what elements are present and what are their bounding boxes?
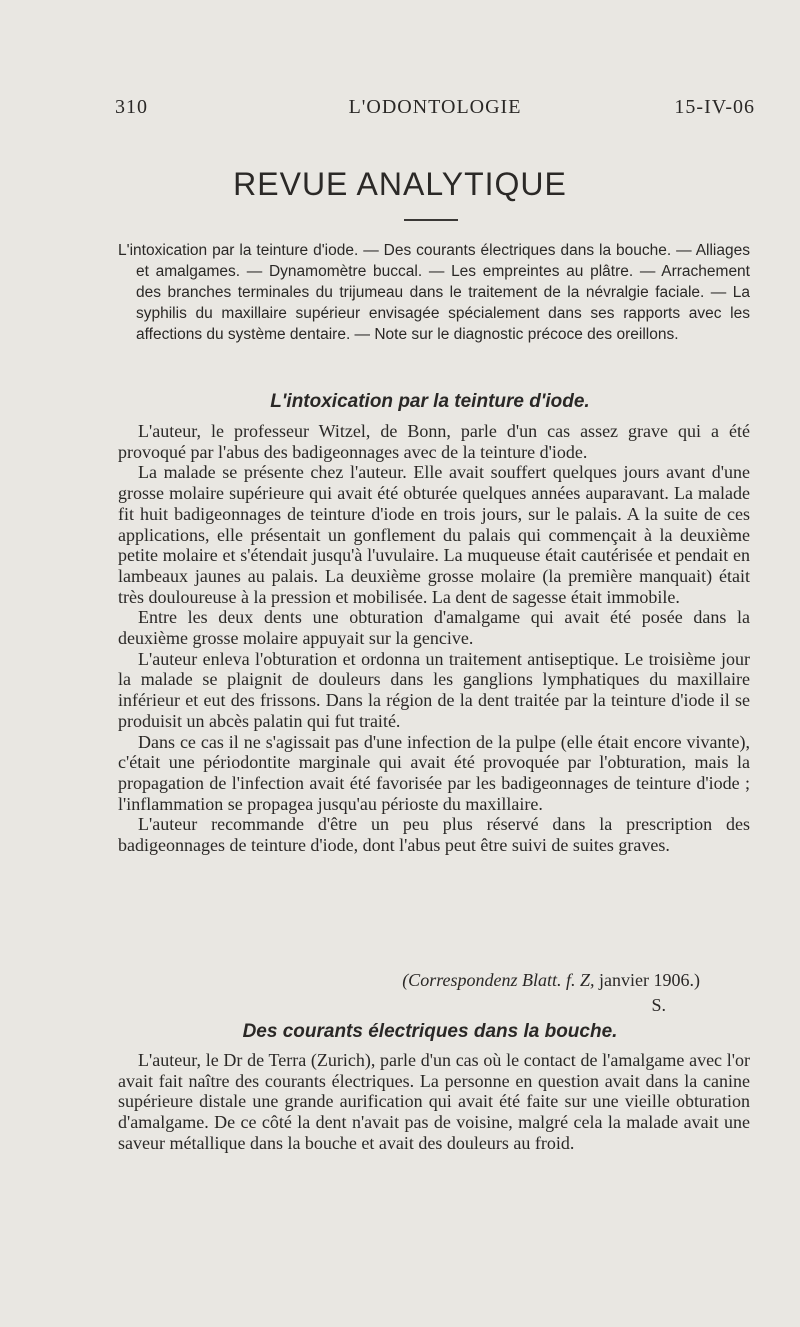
section-title-iode: L'intoxication par la teinture d'iode. <box>270 391 590 412</box>
paragraph: L'auteur, le professeur Witzel, de Bonn, parle d'un cas assez grave qui a été provoqué par l'abus des badigeonnages avec de la teinture d'iode. <box>118 421 750 462</box>
author-signature: S. <box>651 995 666 1015</box>
paragraph: L'auteur, le Dr de Terra (Zurich), parle d'un cas où le contact de l'amalgame avec l'or avait fait naître des courants électriques. La personne en question avait dans la canine supérieure distale une grande aurification qui avait été faite sur une vieille obturation d'amalgame. De ce côté la dent n'avait pas de voisine, malgré cela la malade avait une saveur métallique dans la bouche et avait des douleurs au froid. <box>118 1050 750 1153</box>
page-number: 310 <box>115 96 148 118</box>
summary-text: L'intoxication par la teinture d'iode. — Des courants électriques dans la bouche. — Alliages et amalgames. — Dynamomètre buccal. — Les empreintes au plâtre. — Arrachement des branches terminales du trijumeau dans le traitement de la névralgie faciale. — La syphilis du maxillaire supérieur envisagée spécialement dans ses rapports avec les affections du système dentaire. — Note sur le diagnostic précoce des oreillons. <box>118 242 750 343</box>
paragraph: Dans ce cas il ne s'agissait pas d'une infection de la pulpe (elle était encore vivante), c'était une périodontite marginale qui avait été provoquée par l'obturation, mais la propagation de l'infection avait été favorisée par les badigeonnages de teinture d'iode ; l'inflammation se propagea jusqu'au périoste du maxillaire. <box>118 731 750 814</box>
citation-source: (Correspondenz Blatt. f. Z, <box>402 970 595 990</box>
running-header <box>115 96 755 126</box>
journal-name: L'ODONTOLOGIE <box>348 96 522 118</box>
citation <box>118 970 700 991</box>
section-title-courants: Des courants électriques dans la bouche. <box>242 1021 618 1042</box>
paragraph: La malade se présente chez l'auteur. Elle avait souffert quelques jours avant d'une grosse molaire supérieure qui avait été obturée quelques années auparavant. La malade fit huit badigeonnages de teinture d'iode en trois jours, sur le palais. A la suite de ces applications, elle présentait un gonflement du palais qui commençait à la deuxième petite molaire et s'étendait jusqu'à l'uvulaire. La muqueuse était cautérisée et pendait en lambeaux jaunes au palais. La deuxième grosse molaire (la première manquait) était très douloureuse à la pression et mobilisée. La dent de sagesse était immobile. <box>118 462 750 607</box>
section-body-iode <box>118 421 750 856</box>
page-title: REVUE ANALYTIQUE <box>233 166 567 202</box>
contents-summary <box>118 240 750 345</box>
paragraph: L'auteur enleva l'obturation et ordonna un traitement antiseptique. Le troisième jour la malade se plaignit de douleurs dans les ganglions lymphatiques du maxillaire inférieur et eut des frissons. Dans la région de la dent traitée par la teinture d'iode il se produisit un abcès palatin qui fut traité. <box>118 648 750 731</box>
paragraph: L'auteur recommande d'être un peu plus réservé dans la prescription des badigeonnages de teinture d'iode, dont l'abus peut être suivi de suites graves. <box>118 814 750 856</box>
section-body-courants <box>118 1050 750 1154</box>
citation-date: janvier 1906.) <box>599 970 700 990</box>
issue-date: 15-IV-06 <box>674 96 755 118</box>
paragraph: Entre les deux dents une obturation d'amalgame qui avait été posée dans la deuxième grosse molaire appuyait sur la gencive. <box>118 607 750 649</box>
title-divider <box>404 219 458 221</box>
